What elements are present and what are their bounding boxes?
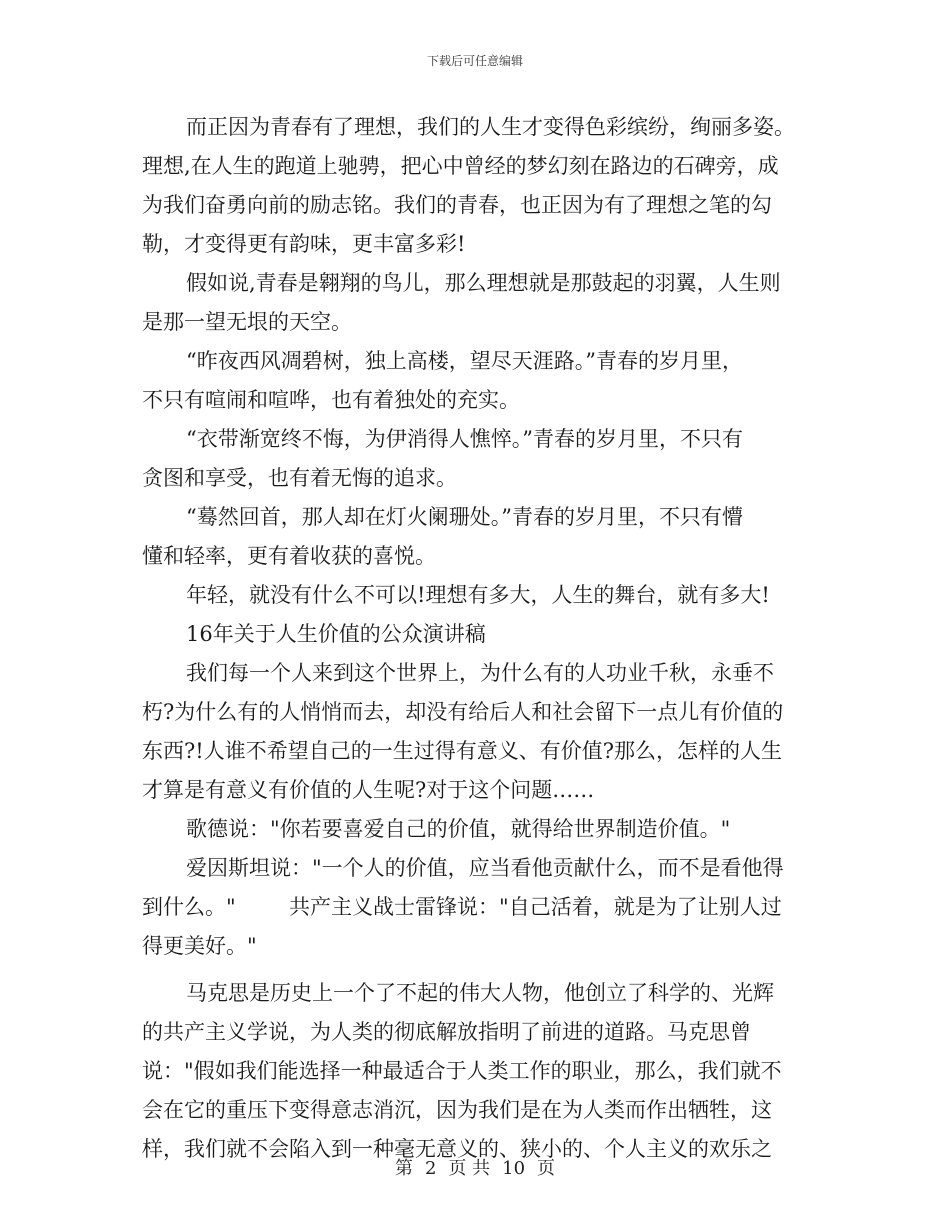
text-line: 贪图和享受，也有着无悔的追求。 (142, 466, 457, 490)
text-line: 不只有喧闹和喧哗，也有着独处的充实。 (142, 388, 520, 412)
text-line: 我们每一个人来到这个世界上，为什么有的人功业千秋，永垂不 (186, 661, 774, 685)
text-line: 而正因为青春有了理想，我们的人生才变得色彩缤纷，绚丽多姿。 (186, 115, 795, 139)
text-line: 到什么。" 共产主义战士雷锋说："自己活着，就是为了让别人过 (142, 895, 782, 919)
text-line: “昨夜西风凋碧树，独上高楼，望尽天涯路。”青春的岁月里， (186, 349, 743, 373)
text-line: 理想,在人生的跑道上驰骋，把心中曾经的梦幻刻在路边的石碑旁，成 (142, 154, 779, 178)
text-line: 是那一望无垠的天空。 (142, 310, 352, 334)
text-line: 马克思是历史上一个了不起的伟大人物，他创立了科学的、光辉 (186, 981, 774, 1005)
page-footer (0, 1154, 950, 1180)
text-line: 会在它的重压下变得意志消沉，因为我们是在为人类而作出牺牲，这 (142, 1098, 772, 1122)
text-line: 为我们奋勇向前的励志铭。我们的青春，也正因为有了理想之笔的勾 (142, 193, 772, 217)
text-line: 勒，才变得更有韵味，更丰富多彩! (142, 232, 466, 256)
total-page-count: 10 (502, 1158, 526, 1179)
text-line: 说："假如我们能选择一种最适合于人类工作的职业，那么，我们就不 (142, 1059, 782, 1083)
text-line: 才算是有意义有价值的人生呢?对于这个问题…… (142, 778, 595, 802)
text-line: 爱因斯坦说："一个人的价值，应当看他贡献什么，而不是看他得 (186, 856, 784, 880)
text-line: 歌德说："你若要喜爱自己的价值，就得给世界制造价值。" (186, 817, 731, 841)
text-line: 假如说,青春是翱翔的鸟儿，那么理想就是那鼓起的羽翼，人生则 (186, 271, 781, 295)
text-line: 朽?为什么有的人悄悄而去，却没有给后人和社会留下一点儿有价值的 (142, 700, 784, 724)
text-line: 的共产主义学说，为人类的彻底解放指明了前进的道路。马克思曾 (142, 1020, 751, 1044)
text-line: 得更美好。" (142, 934, 257, 958)
text-line: 样，我们就不会陷入到一种毫无意义的、狭小的、个人主义的欢乐之 (142, 1137, 772, 1161)
footer-prefix: 第 (394, 1158, 413, 1179)
footer-middle: 页 共 (448, 1158, 491, 1179)
current-page-number: 2 (424, 1158, 437, 1179)
text-line: 东西?!人谁不希望自己的一生过得有意义、有价值?那么，怎样的人生 (142, 739, 782, 763)
page-header: 下载后可任意编辑 (426, 54, 523, 68)
section-heading: 16年关于人生价值的公众演讲稿 (186, 622, 486, 646)
text-line: 懂和轻率，更有着收获的喜悦。 (142, 544, 436, 568)
text-line: 年轻，就没有什么不可以!理想有多大，人生的舞台，就有多大! (186, 583, 770, 607)
footer-suffix: 页 (537, 1158, 556, 1179)
document-body (142, 108, 810, 1169)
text-line: “衣带渐宽终不悔，为伊消得人憔悴。”青春的岁月里，不只有 (186, 427, 743, 451)
text-line: “蓦然回首，那人却在灯火阑珊处。”青春的岁月里，不只有懵 (186, 505, 743, 529)
